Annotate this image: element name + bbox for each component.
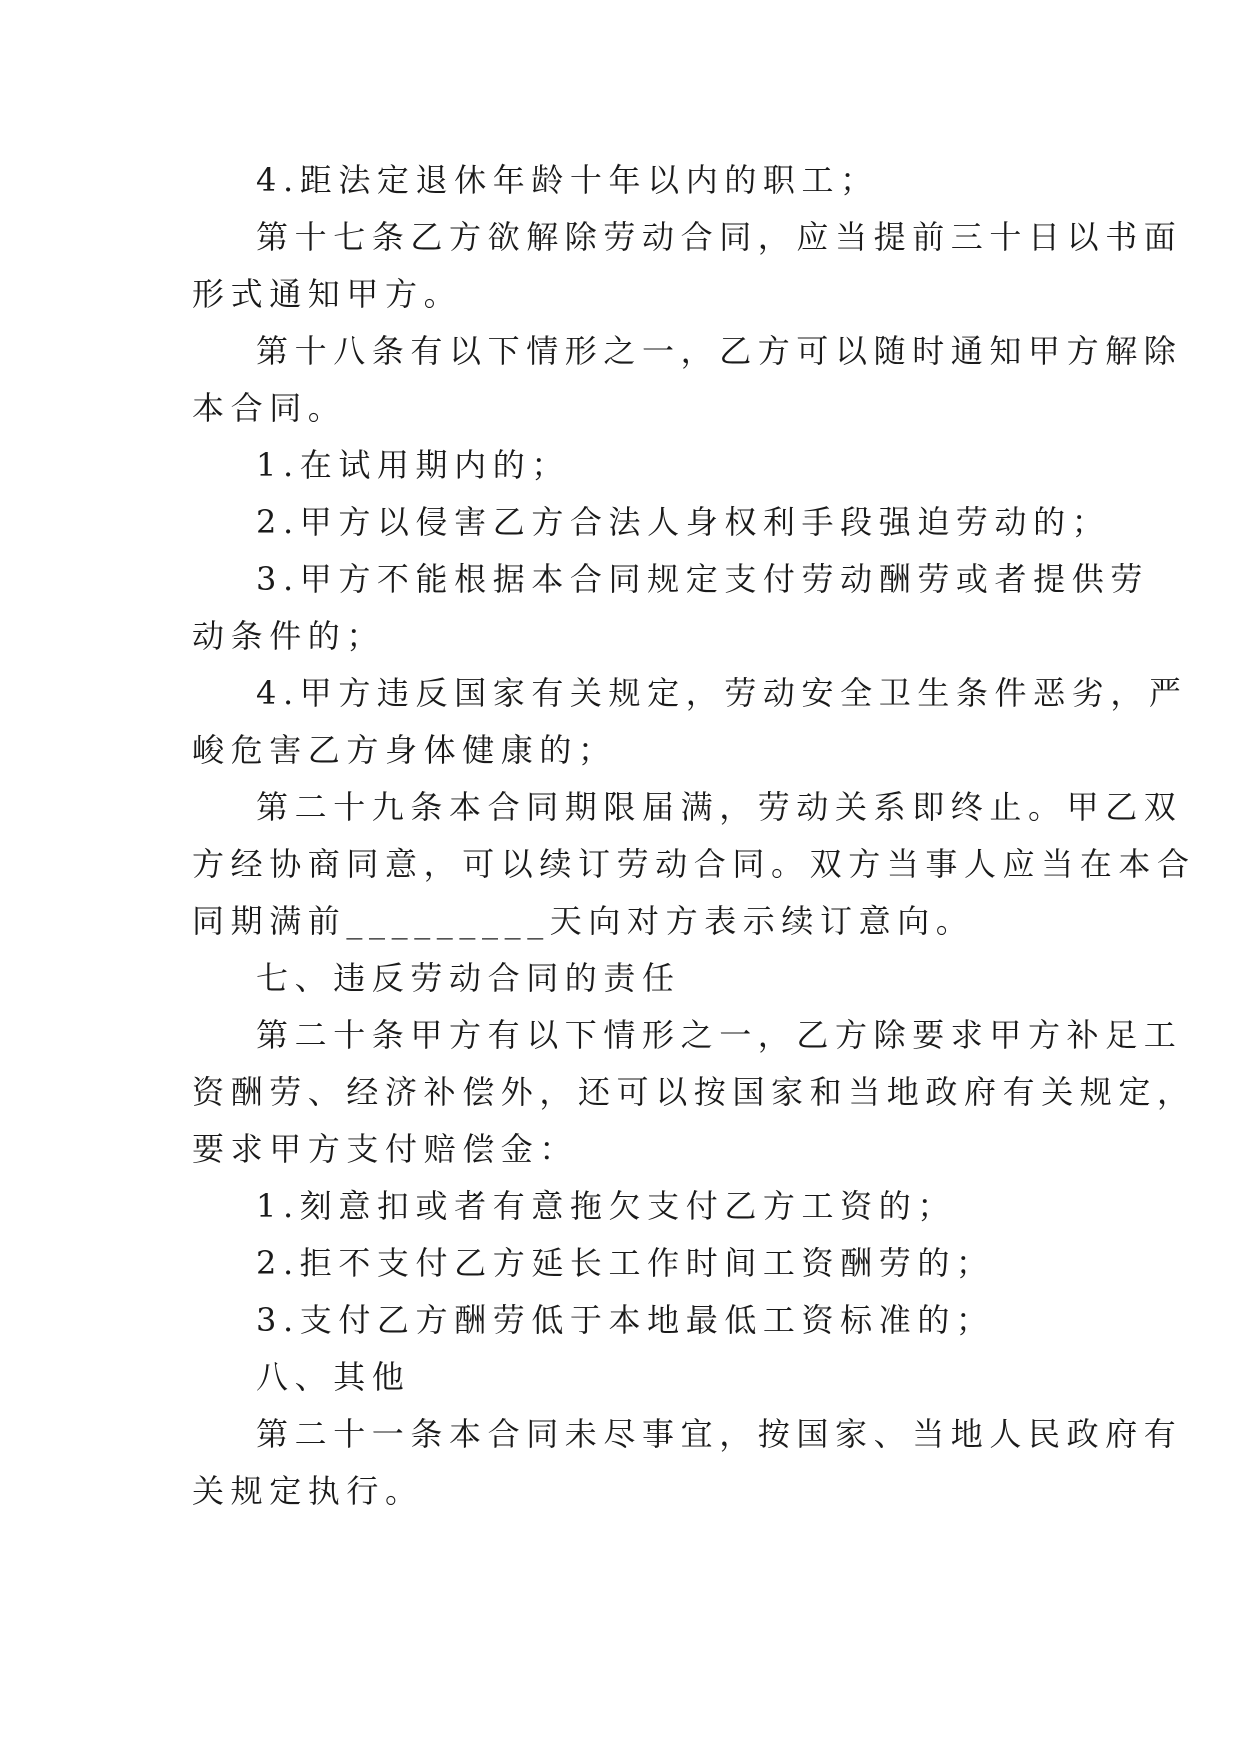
paragraph-line: 3.支付乙方酬劳低于本地最低工资标准的； — [256, 1301, 995, 1339]
paragraph-line: 形式通知甲方。 — [192, 275, 463, 313]
paragraph-line: 2.甲方以侵害乙方合法人身权利手段强迫劳动的； — [256, 503, 1111, 541]
paragraph-line: 第二十九条本合同期限届满，劳动关系即终止。甲乙双 — [256, 788, 1183, 826]
paragraph-line: 要求甲方支付赔偿金： — [192, 1130, 579, 1168]
paragraph-line: 关规定执行。 — [192, 1472, 424, 1510]
paragraph-line: 1.刻意扣或者有意拖欠支付乙方工资的； — [256, 1187, 956, 1225]
paragraph-line: 1.在试用期内的； — [256, 446, 570, 484]
section-heading: 八、其他 — [256, 1358, 411, 1396]
paragraph-line: 本合同。 — [192, 389, 347, 427]
paragraph-line: 第十八条有以下情形之一，乙方可以随时通知甲方解除 — [256, 332, 1183, 370]
paragraph-line: 资酬劳、经济补偿外，还可以按国家和当地政府有关规定， — [192, 1073, 1196, 1111]
paragraph-line: 3.甲方不能根据本合同规定支付劳动酬劳或者提供劳 — [256, 560, 1149, 598]
paragraph-line: 方经协商同意，可以续订劳动合同。双方当事人应当在本合 — [192, 845, 1196, 883]
paragraph-line: 4.甲方违反国家有关规定，劳动安全卫生条件恶劣，严 — [256, 674, 1188, 712]
paragraph-line: 第十七条乙方欲解除劳动合同，应当提前三十日以书面 — [256, 218, 1183, 256]
paragraph-line: 峻危害乙方身体健康的； — [192, 731, 617, 769]
section-heading: 七、违反劳动合同的责任 — [256, 959, 681, 997]
paragraph-line: 第二十条甲方有以下情形之一，乙方除要求甲方补足工 — [256, 1016, 1183, 1054]
paragraph-line: 动条件的； — [192, 617, 386, 655]
paragraph-line: 第二十一条本合同未尽事宜，按国家、当地人民政府有 — [256, 1415, 1183, 1453]
paragraph-line: 4.距法定退休年龄十年以内的职工； — [256, 161, 879, 199]
paragraph-line: 同期满前_________天向对方表示续订意向。 — [192, 902, 975, 940]
paragraph-line: 2.拒不支付乙方延长工作时间工资酬劳的； — [256, 1244, 995, 1282]
